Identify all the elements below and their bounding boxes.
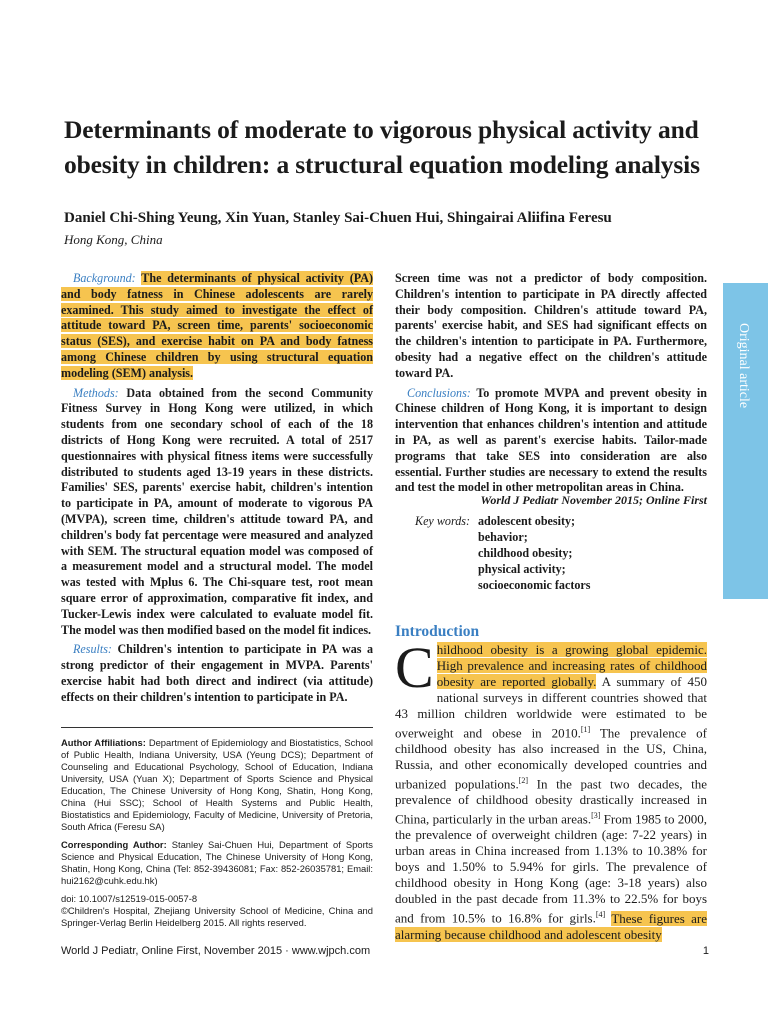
keyword-item: socioeconomic factors bbox=[478, 577, 591, 592]
keyword-item: physical activity; bbox=[478, 561, 566, 576]
abstract-background bbox=[61, 271, 373, 382]
doi: doi: 10.1007/s12519-015-0057-8 bbox=[61, 893, 198, 904]
abstract-column-left bbox=[61, 271, 373, 710]
methods-text: Data obtained from the second Community Fitness Survey in Hong Kong were utilized, in which students from one secondary school of each of the 18 districts of Hong Kong were recruited. A total of 2517 questionnaires with physical fitness items were successfully distributed to students aged 13-19 years in these districts. Families' SES, parents' exercise habit, children's intention to participate in PA, amount of moderate to vigorous PA (MVPA), screen time, children's attitude toward PA, and children's body fat percentage were measured and analyzed with SEM. The structural equation model was composed of a measurement model and a structural model. The model was tested with Mplus 6. The Chi-square test, root mean square error of approximation, comparative fit index, and Tucker-Lewis index were calculated to evaluate model fit. The model was then modified based on the model fit indices. bbox=[61, 385, 373, 637]
author-list: Daniel Chi-Shing Yeung, Xin Yuan, Stanley Sai-Chuen Hui, Shingairai Aliifina Feresu bbox=[64, 210, 612, 226]
keywords-block bbox=[415, 514, 591, 593]
keywords-label: Key words: bbox=[415, 514, 470, 528]
ref-1: [1] bbox=[580, 724, 591, 734]
abstract-methods bbox=[61, 386, 373, 639]
introduction-heading: Introduction bbox=[395, 623, 480, 640]
journal-citation: World J Pediatr November 2015; Online First bbox=[480, 493, 707, 507]
conclusions-label: Conclusions: bbox=[407, 385, 471, 400]
ref-2: [2] bbox=[518, 775, 529, 785]
keyword-item: adolescent obesity; bbox=[478, 513, 576, 528]
background-text: The determinants of physical activity (PA) and body fatness in Chinese adolescents are rarely examined. This study aimed to investigate the effect of attitude toward PA, screen time, parents' socioeconomic status (SES), and exercise habit on PA and body fatness among Chinese children by using structural equation modeling (SEM) analysis. bbox=[61, 271, 373, 380]
corresponding-author-block bbox=[61, 839, 373, 887]
conclusions-text: To promote MVPA and prevent obesity in Chinese children of Hong Kong, it is important to design intervention that enhances children's intention and attitude in PA, as well as parent's exercise habits. Tailor-made programs that take SES into consideration are also essential. Further studies are necessary to extend the results and test the model in other metropolitan areas in China. bbox=[395, 385, 708, 495]
ref-4: [4] bbox=[595, 910, 606, 920]
section-tab-label: Original article bbox=[736, 323, 751, 409]
results-text: Children's intention to participate in PA was a strong predictor of their engagement in MVPA. Parents' exercise habit had both direct and indirect (via attitude) effects on their children's intention to participate in PA. bbox=[61, 642, 374, 704]
abstract-results-continued: Screen time was not a predictor of body composition. Children's intention to participate in PA directly affected their body composition. Children's attitude toward PA, parents' exercise habit, and SES had significant effects on the children's intention to participate in PA. Furthermore, obesity had a negative effect on the children's attitude toward PA. bbox=[395, 271, 707, 380]
introduction-body bbox=[395, 635, 707, 942]
intro-highlight-2: These figures are alarming because childhood and adolescent obesity bbox=[395, 910, 707, 942]
intro-text-3: In the past two decades, the prevalence of childhood obesity drastically increased in China, particularly in the urban areas. bbox=[395, 776, 707, 827]
corresponding-author-label: Corresponding Author: bbox=[61, 839, 167, 850]
section-tab bbox=[723, 283, 768, 599]
abstract-column-right bbox=[395, 271, 707, 500]
copyright: ©Children's Hospital, Zhejiang University School of Medicine, China and Springer-Verlag Berlin Heidelberg 2015. All rights reserved. bbox=[61, 905, 373, 928]
abstract-conclusions bbox=[395, 386, 707, 497]
results-label: Results: bbox=[73, 642, 112, 657]
footnote-divider bbox=[61, 727, 373, 728]
affiliations-text: Department of Epidemiology and Biostatistics, School of Public Health, Indiana University, USA (Yeung DCS); Department of Counseling and Educational Psychology, School of Education, Indiana University, USA (Yuan X); Department of Sports Science and Physical Education, The Chinese University of Hong Kong, Shatin, Hong Kong, China (Hui SSC); School of Health Systems and Public Health, Biostatistics and Epidemiology, Faculty of Medicine, University of Pretoria, South Africa (Feresu SA) bbox=[61, 737, 373, 832]
affiliations-label: Author Affiliations: bbox=[61, 737, 146, 748]
keyword-item: behavior; bbox=[478, 529, 528, 544]
affiliations-block bbox=[61, 737, 373, 833]
drop-cap: C bbox=[395, 635, 434, 700]
page-number: 1 bbox=[702, 945, 709, 957]
author-affiliations bbox=[61, 737, 373, 929]
intro-text-4: From 1985 to 2000, the prevalence of overweight children (age: 7-22 years) in urban areas in China increased from 1.13% to 10.38% for boys and 1.50% to 5.94% for girls. The prevalence of childhood obesity in Hong Kong (age: 3-18 years) also doubled in the past decade from 11.3% to 22.5% for boys and from 10.5% to 16.8% for girls. bbox=[395, 811, 707, 926]
abstract-results bbox=[61, 642, 373, 705]
intro-highlight-1: hildhood obesity is a growing global epidemic. High prevalence and increasing rates of childhood obesity are reported globally. bbox=[436, 642, 707, 689]
corresponding-author-text: Stanley Sai-Chuen Hui, Department of Sports Science and Physical Education, The Chinese University of Hong Kong, Shatin, Hong Kong, China (Tel: 852-39436081; Fax: 852-26035781; Email: hui2162@cuhk.edu.hk) bbox=[61, 839, 373, 886]
author-location: Hong Kong, China bbox=[64, 232, 163, 247]
page-footer bbox=[61, 945, 709, 957]
keyword-item: childhood obesity; bbox=[478, 545, 573, 560]
footer-journal: World J Pediatr, Online First, November 2015 · www.wjpch.com bbox=[61, 945, 371, 957]
ref-3: [3] bbox=[591, 811, 601, 821]
intro-text-1: A summary of 450 national surveys in different countries showed that 43 million children worldwide were estimated to be overweight and obese in 2010. bbox=[395, 673, 707, 741]
background-label: Background: bbox=[73, 271, 136, 285]
article-title: Determinants of moderate to vigorous physical activity and obesity in children: a structural equation modeling analysis bbox=[64, 115, 700, 179]
intro-text-2: The prevalence of childhood obesity has also increased in the US, China, Russia, and other economically developed countries and urbanized populations. bbox=[395, 725, 707, 792]
methods-label: Methods: bbox=[73, 385, 119, 400]
